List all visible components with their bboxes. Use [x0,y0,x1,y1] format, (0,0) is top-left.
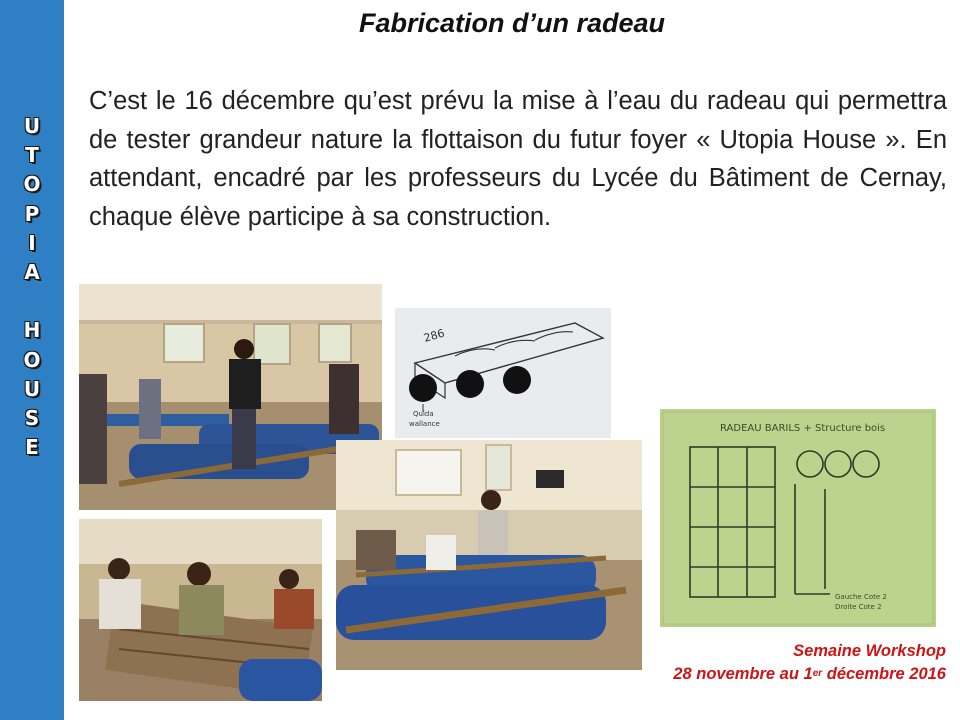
sketch-plan-header: RADEAU BARILS + Structure bois [720,423,886,434]
sidebar-vertical-text [0,112,64,462]
sketch-plan-note1: Gauche Cote 2 [835,593,887,601]
sidebar-letter: S [24,405,40,430]
body-paragraph: C’est le 16 décembre qu’est prévu la mise à l’eau du radeau qui permettra de tester grandeur nature la flottaison du futur foyer « Utopia House ». En attendant, encadré par les professeurs du Lycée du Bâtiment de Cernay, chaque élève participe à sa construction. [89,87,947,231]
sidebar-letter: U [23,114,41,138]
photo-sketch-raft [395,308,611,438]
footer-date-start: 28 novembre au 1 [673,665,813,683]
photo-students-barrels [336,440,642,670]
sidebar-banner [0,0,64,720]
sketch-label-wallance: wallance [409,420,440,428]
sidebar-letter: H [23,318,41,343]
sidebar-letter: O [23,172,41,197]
sketch-label-quida: Quida [413,410,434,418]
sketch-plan-note2: Droite Cote 2 [835,603,882,611]
footer-caption [673,640,946,686]
sidebar-letter: U [23,376,41,401]
sidebar-letter: E [25,435,39,460]
page-title: Fabrication d’un radeau [358,8,666,38]
sidebar-letter: O [23,347,41,372]
photo-sketch-plan [660,409,936,627]
sketch-label-286: 286 [422,326,447,345]
footer-date-end: décembre 2016 [822,665,946,683]
footer-date-sup: er [812,668,823,679]
sidebar-letter: A [24,259,40,284]
footer-line2 [673,663,946,686]
sidebar-letter: P [24,201,40,226]
sidebar-letter: T [25,143,39,168]
photo-students-wood [79,519,322,701]
sidebar-letter: I [28,230,36,255]
footer-line1: Semaine Workshop [793,642,946,660]
